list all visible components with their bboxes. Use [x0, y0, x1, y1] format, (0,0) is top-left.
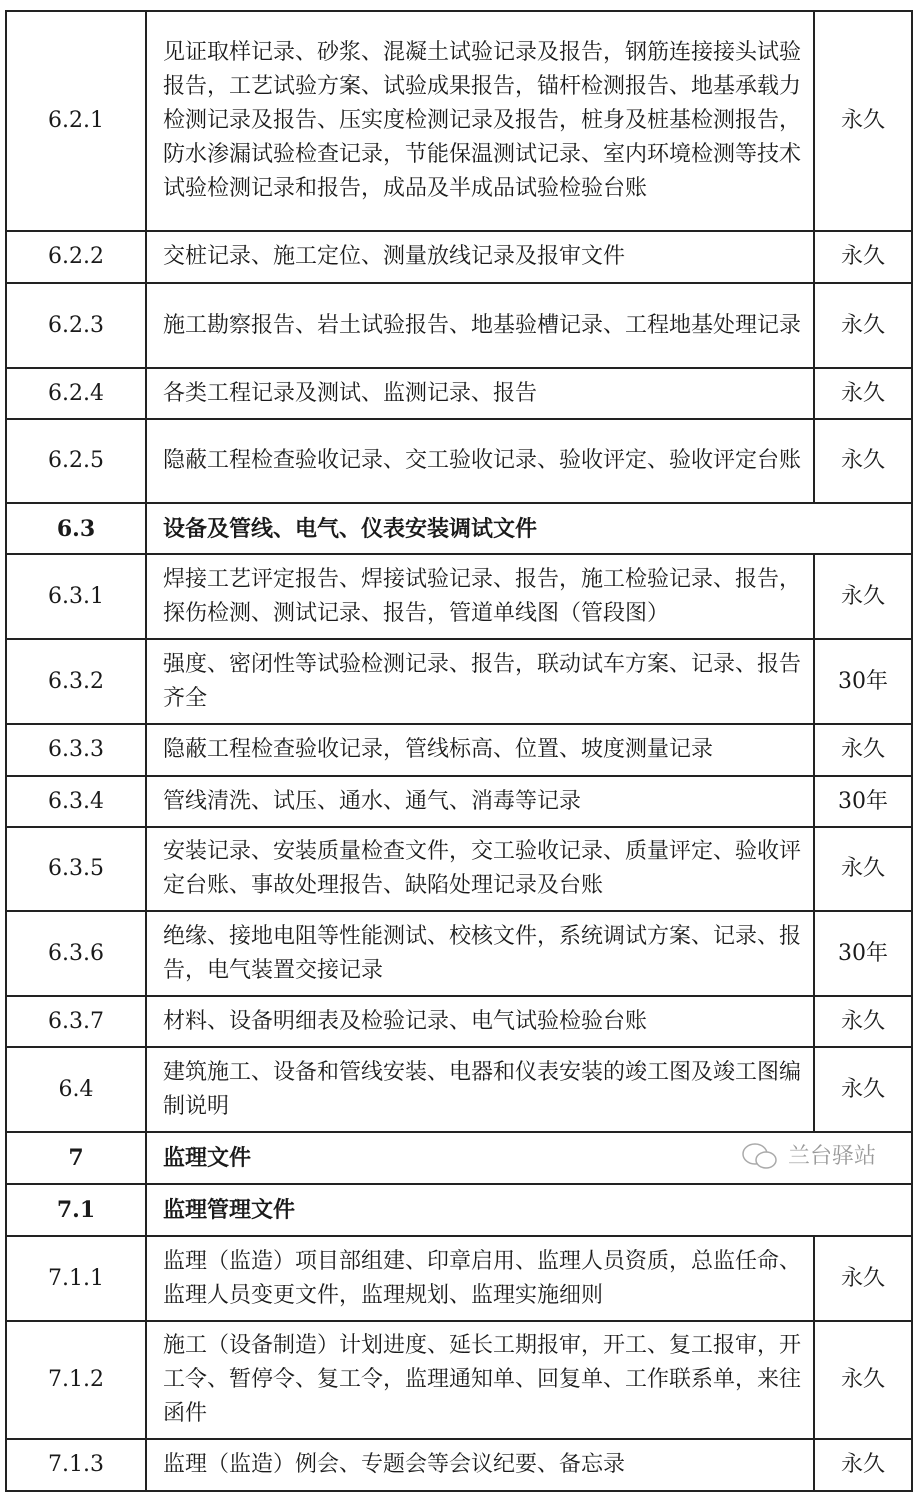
- item-number: 7.1.1: [6, 1236, 146, 1321]
- retention-period: 永久: [814, 1236, 912, 1321]
- retention-period: 永久: [814, 554, 912, 639]
- table-row: [6, 283, 912, 368]
- item-number: 6.3.6: [6, 911, 146, 996]
- retention-period: 永久: [814, 368, 912, 419]
- item-description: 交桩记录、施工定位、测量放线记录及报审文件: [146, 231, 814, 283]
- retention-period: 永久: [814, 11, 912, 231]
- item-number: 6.3.7: [6, 996, 146, 1047]
- item-description: 隐蔽工程检查验收记录，管线标高、位置、坡度测量记录: [146, 724, 814, 776]
- table-row: [6, 827, 912, 911]
- table-row: [6, 1439, 912, 1491]
- item-number: 6.2.5: [6, 419, 146, 503]
- table-row: [6, 554, 912, 639]
- retention-period: 30年: [814, 911, 912, 996]
- item-number: 6.3: [6, 503, 146, 554]
- wechat-icon: [740, 1141, 780, 1173]
- table-row: [6, 724, 912, 776]
- retention-period: 永久: [814, 996, 912, 1047]
- table-row: [6, 1184, 912, 1236]
- table-row: [6, 1321, 912, 1439]
- watermark: [740, 1140, 876, 1174]
- item-description: 施工勘察报告、岩土试验报告、地基验槽记录、工程地基处理记录: [146, 283, 814, 368]
- item-number: 6.4: [6, 1047, 146, 1132]
- item-description: 施工（设备制造）计划进度、延长工期报审，开工、复工报审，开工令、暂停令、复工令，监理通知单、回复单、工作联系单，来往函件: [146, 1321, 814, 1439]
- table-row: [6, 419, 912, 503]
- table-row: [6, 911, 912, 996]
- item-description: 监理（监造）例会、专题会等会议纪要、备忘录: [146, 1439, 814, 1491]
- table-row: [6, 11, 912, 231]
- item-number: 6.2.1: [6, 11, 146, 231]
- item-description: 建筑施工、设备和管线安装、电器和仪表安装的竣工图及竣工图编制说明: [146, 1047, 814, 1132]
- watermark-text: 兰台驿站: [788, 1144, 877, 1169]
- retention-period: 永久: [814, 724, 912, 776]
- item-description: 见证取样记录、砂浆、混凝土试验记录及报告，钢筋连接接头试验报告，工艺试验方案、试验成果报告，锚杆检测报告、地基承载力检测记录及报告、压实度检测记录及报告，桩身及桩基检测报告，防水渗漏试验检查记录，节能保温测试记录、室内环境检测等技术试验检测记录和报告，成品及半成品试验检验台账: [146, 11, 814, 231]
- item-description: 强度、密闭性等试验检测记录、报告，联动试车方案、记录、报告齐全: [146, 639, 814, 724]
- retention-period: 永久: [814, 1321, 912, 1439]
- retention-period: 永久: [814, 1439, 912, 1491]
- item-description: 材料、设备明细表及检验记录、电气试验检验台账: [146, 996, 814, 1047]
- table-row: [6, 1047, 912, 1132]
- item-description: 隐蔽工程检查验收记录、交工验收记录、验收评定、验收评定台账: [146, 419, 814, 503]
- table-body: [6, 11, 912, 1491]
- table-row: [6, 639, 912, 724]
- retention-period: 30年: [814, 776, 912, 827]
- item-number: 6.3.5: [6, 827, 146, 911]
- archive-retention-table: [5, 10, 913, 1492]
- item-description: 绝缘、接地电阻等性能测试、校核文件，系统调试方案、记录、报告，电气装置交接记录: [146, 911, 814, 996]
- item-description: 焊接工艺评定报告、焊接试验记录、报告，施工检验记录、报告，探伤检测、测试记录、报告，管道单线图（管段图）: [146, 554, 814, 639]
- table-row: [6, 368, 912, 419]
- item-number: 6.3.2: [6, 639, 146, 724]
- table-row: [6, 996, 912, 1047]
- section-heading: 监理管理文件: [146, 1184, 912, 1236]
- item-number: 6.3.4: [6, 776, 146, 827]
- item-description: 各类工程记录及测试、监测记录、报告: [146, 368, 814, 419]
- section-heading: 监理文件: [146, 1132, 912, 1184]
- item-description: 监理（监造）项目部组建、印章启用、监理人员资质，总监任命、监理人员变更文件，监理规划、监理实施细则: [146, 1236, 814, 1321]
- item-number: 6.2.4: [6, 368, 146, 419]
- item-description: 管线清洗、试压、通水、通气、消毒等记录: [146, 776, 814, 827]
- retention-period: 30年: [814, 639, 912, 724]
- item-number: 6.2.3: [6, 283, 146, 368]
- item-number: 7.1.2: [6, 1321, 146, 1439]
- retention-period: 永久: [814, 1047, 912, 1132]
- item-number: 6.3.3: [6, 724, 146, 776]
- retention-period: 永久: [814, 231, 912, 283]
- table-row: [6, 1236, 912, 1321]
- item-number: 7.1: [6, 1184, 146, 1236]
- table-row: [6, 503, 912, 554]
- item-number: 6.2.2: [6, 231, 146, 283]
- retention-period: 永久: [814, 283, 912, 368]
- section-heading: 设备及管线、电气、仪表安装调试文件: [146, 503, 912, 554]
- item-number: 6.3.1: [6, 554, 146, 639]
- table-row: [6, 776, 912, 827]
- retention-period: 永久: [814, 827, 912, 911]
- retention-period: 永久: [814, 419, 912, 503]
- item-description: 安装记录、安装质量检查文件，交工验收记录、质量评定、验收评定台账、事故处理报告、缺陷处理记录及台账: [146, 827, 814, 911]
- table-row: [6, 231, 912, 283]
- item-number: 7: [6, 1132, 146, 1184]
- item-number: 7.1.3: [6, 1439, 146, 1491]
